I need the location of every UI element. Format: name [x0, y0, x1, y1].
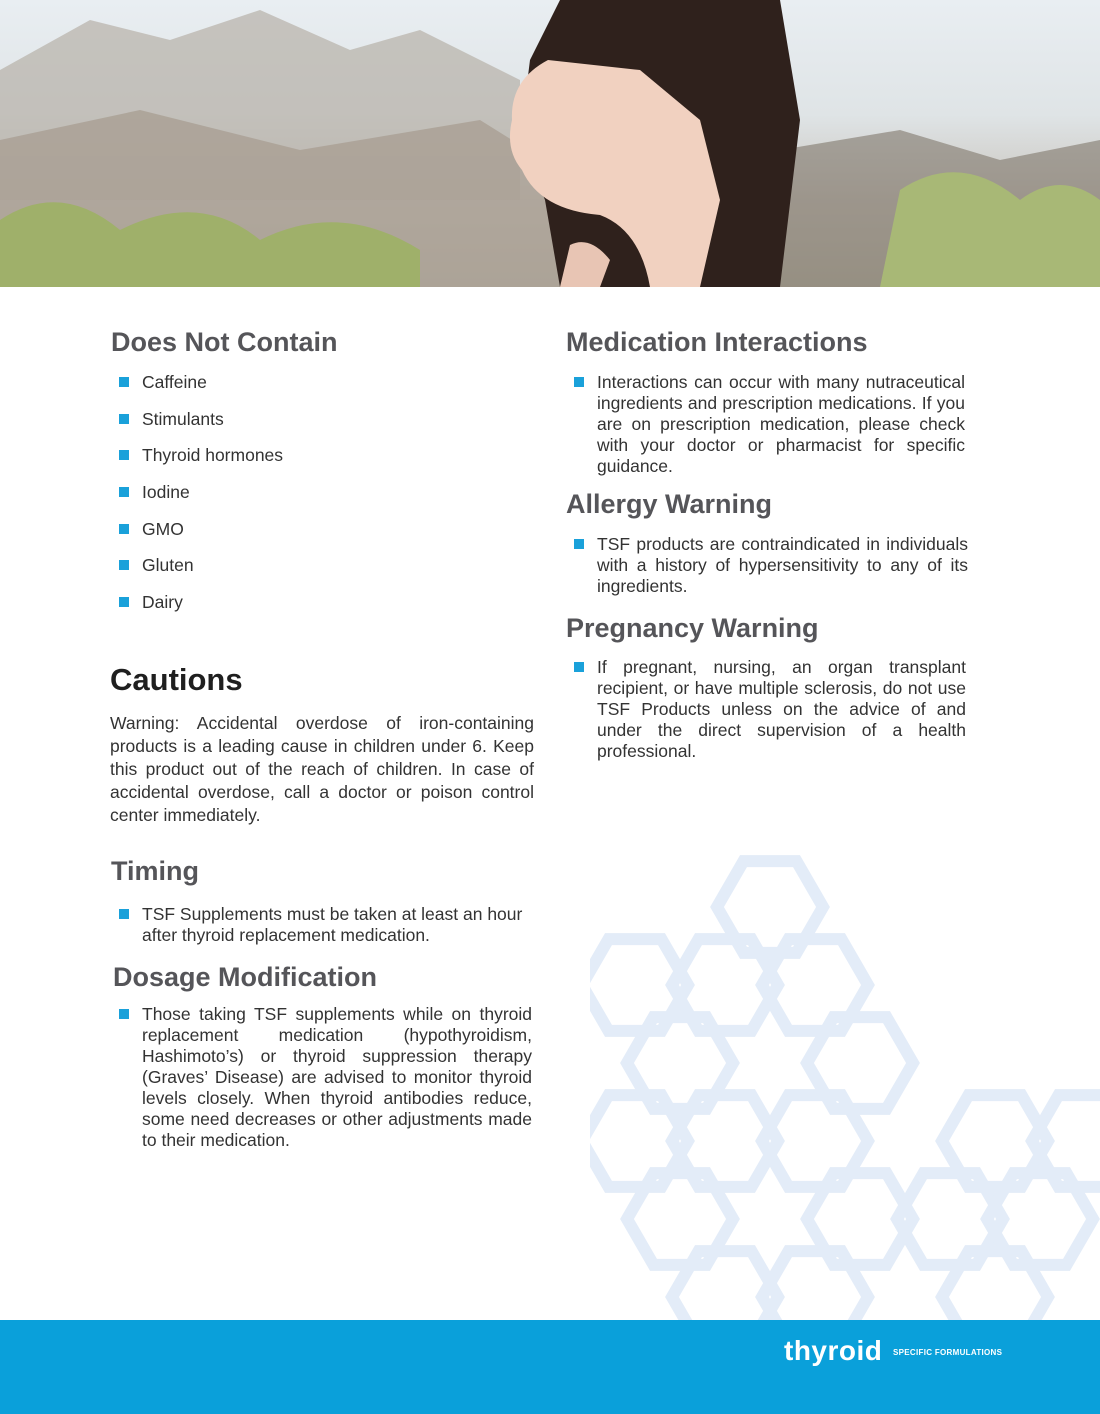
allergy-heading: Allergy Warning [566, 489, 773, 519]
medication-heading: Medication Interactions [566, 327, 868, 357]
hexagon-pattern [590, 845, 1100, 1320]
list-item: If pregnant, nursing, an organ transplant recipient, or have multiple sclerosis, do not use TSF Products unless on the advice of and under the direct supervision of a health professional. [566, 657, 966, 762]
pregnancy-list [566, 657, 966, 762]
cautions-heading: Cautions [110, 662, 243, 697]
does-not-contain-list [111, 372, 531, 629]
header-photo [0, 0, 1100, 287]
list-item: Iodine [111, 482, 531, 503]
footer-bar [0, 1320, 1100, 1414]
list-item: Stimulants [111, 409, 531, 430]
medication-list [566, 372, 965, 477]
list-item: TSF Supplements must be taken at least an hour after thyroid replacement medication. [111, 904, 532, 946]
list-item: Thyroid hormones [111, 445, 531, 466]
does-not-contain-heading: Does Not Contain [111, 327, 338, 357]
timing-heading: Timing [111, 856, 200, 886]
list-item: Gluten [111, 555, 531, 576]
list-item: GMO [111, 519, 531, 540]
dosage-list [111, 1004, 532, 1151]
header-photo-illustration [0, 0, 1100, 287]
hexagon-shape [942, 1251, 1048, 1320]
timing-list [111, 904, 532, 946]
brand-tagline: SPECIFIC FORMULATIONS [893, 1348, 1003, 1357]
pregnancy-heading: Pregnancy Warning [566, 613, 819, 643]
list-item: Those taking TSF supplements while on thyroid replacement medication (hypothyroidism, Hashimoto’s) or thyroid suppression therapy (Graves’ Disease) are advised to monitor thyroid levels closely. When thyroid antibodies reduce, some need decreases or other adjustments made to their medication. [111, 1004, 532, 1151]
list-item: Caffeine [111, 372, 531, 393]
brand-logo: thyroid [784, 1335, 883, 1366]
list-item: Interactions can occur with many nutraceutical ingredients and prescription medications. If you are on prescription medication, please check with your doctor or pharmacist for specific guidance. [566, 372, 965, 477]
cautions-text: Warning: Accidental overdose of iron-containing products is a leading cause in children under 6. Keep this product out of the reach of children. In case of accidental overdose, call a doctor or poison control center immediately. [110, 713, 534, 825]
allergy-list [566, 534, 968, 597]
hexagon-pattern-svg [590, 845, 1100, 1320]
list-item: Dairy [111, 592, 531, 613]
dosage-heading: Dosage Modification [113, 962, 378, 992]
list-item: TSF products are contraindicated in individuals with a history of hypersensitivity to any of its ingredients. [566, 534, 968, 597]
